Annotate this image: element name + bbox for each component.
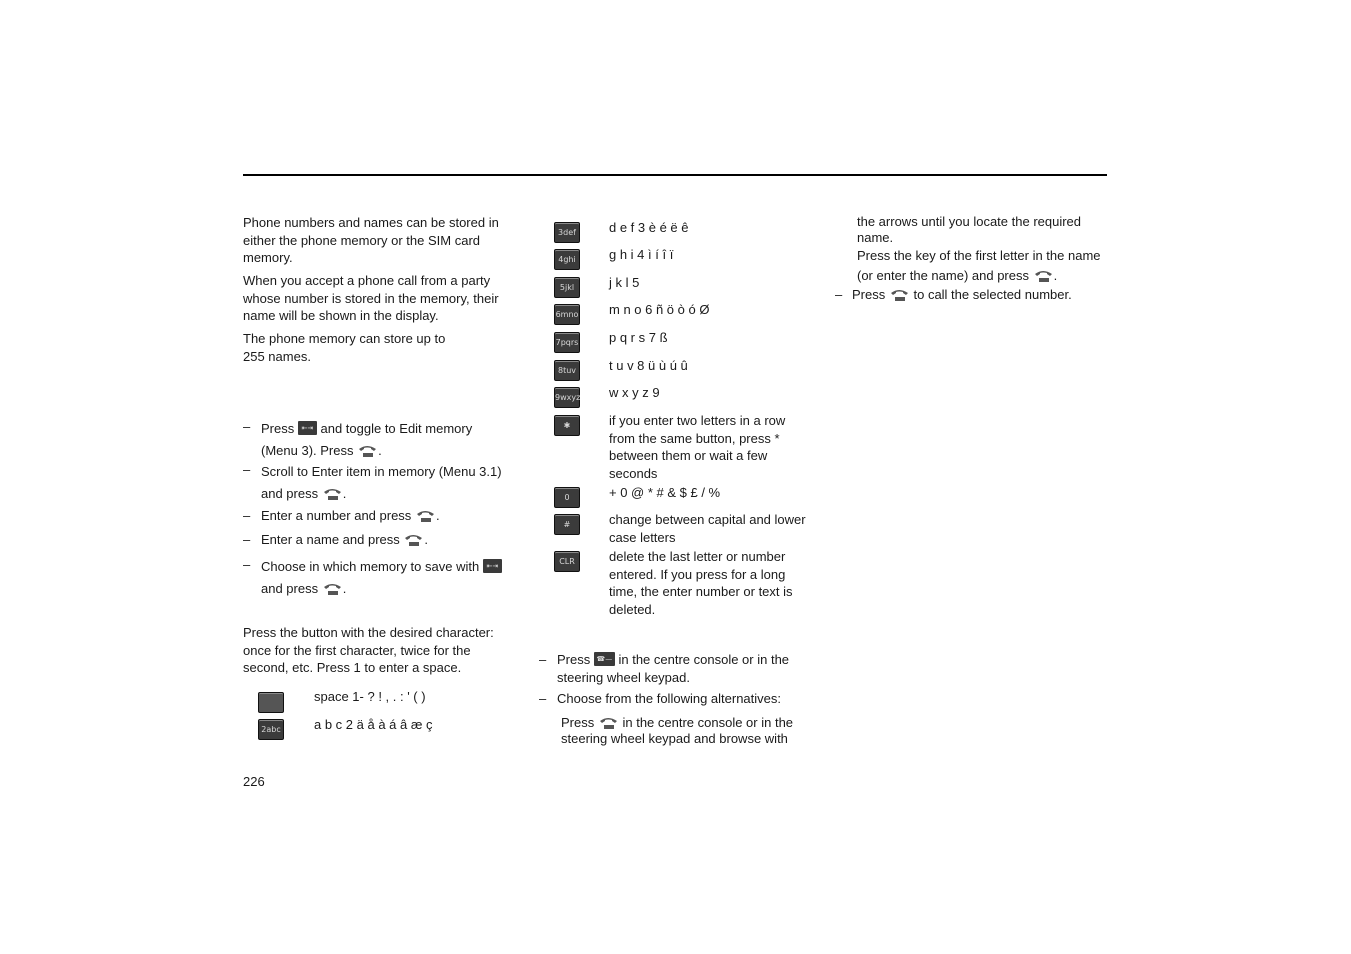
dash: –	[243, 532, 251, 547]
key-3-characters: d e f 3 è é ë ê	[609, 220, 689, 235]
key-3-icon: 3def	[554, 222, 580, 243]
caller-name-paragraph: When you accept a phone call from a party whose number is stored in the memory, their name will be shown in the display.	[243, 273, 499, 323]
phone-key-icon	[322, 487, 343, 501]
first-letter-instruction: Press the key of the first letter in the name (or enter the name) and press .	[857, 248, 1101, 283]
key-8-icon: 8tuv	[554, 360, 580, 381]
key-9-icon: 9wxyz	[554, 387, 580, 408]
key-6-characters: m n o 6 ñ ö ò ó Ø	[609, 302, 710, 317]
key-7-characters: p q r s 7 ß	[609, 330, 668, 345]
key-2-icon: 2abc	[258, 719, 284, 740]
phone-key-icon	[889, 288, 910, 302]
phone-key-icon	[1033, 269, 1054, 283]
capacity-paragraph: The phone memory can store up to 255 names.	[243, 331, 446, 364]
key-clear-description: delete the last letter or number entered. If you press for a long time, the enter number or text is deleted.	[609, 549, 793, 617]
key-4-icon: 4ghi	[554, 249, 580, 270]
menu-key-icon: ⇤⇥	[298, 421, 317, 435]
dash: –	[835, 287, 843, 302]
intro-paragraph: Phone numbers and names can be stored in either the phone memory or the SIM card memory.	[243, 215, 499, 265]
dash: –	[539, 691, 547, 706]
phone-button-icon: ☎—	[594, 652, 615, 666]
step-choose-alternative: – Choose from the following alternatives:	[539, 691, 782, 706]
dash: –	[539, 652, 547, 667]
dash: –	[243, 557, 251, 572]
key-6-icon: 6mno	[554, 304, 580, 325]
dash: –	[243, 419, 251, 434]
step-call-selected: – Press to call the selected number.	[835, 287, 1072, 302]
page-number: 226	[243, 774, 265, 789]
step-choose-memory: – Choose in which memory to save with ⇤⇥ and press .	[243, 556, 523, 600]
step-edit-memory: – Press ⇤⇥ and toggle to Edit memory (Menu 3). Press .	[243, 419, 473, 458]
key-1-icon	[258, 692, 284, 713]
header-rule	[243, 174, 1107, 176]
key-star-description: if you enter two letters in a row from the same button, press * between them or wait a few seconds	[609, 413, 786, 481]
step-scroll-enter-item: – Scroll to Enter item in memory (Menu 3.1) and press .	[243, 462, 502, 501]
key-5-icon: 5jkl	[554, 277, 580, 298]
dash: –	[243, 462, 251, 477]
key-9-characters: w x y z 9	[609, 385, 660, 400]
key-hash-icon: #	[554, 514, 580, 535]
phone-key-icon	[322, 582, 343, 596]
key-5-characters: j k l 5	[609, 275, 640, 290]
menu-key-icon: ⇤⇥	[483, 559, 502, 573]
character-entry-paragraph: Press the button with the desired character: once for the first character, twice for the second, etc. Press 1 to enter a space.	[243, 625, 494, 675]
key-8-characters: t u v 8 ü ù ú û	[609, 358, 688, 373]
key-hash-description: change between capital and lower case letters	[609, 512, 806, 545]
key-7-icon: 7pqrs	[554, 332, 580, 353]
browse-continuation: the arrows until you locate the required name.	[857, 214, 1082, 245]
key-1-characters: space 1- ? ! , . : ' ( )	[314, 689, 426, 704]
key-0-characters: + 0 @ * # & $ £ / %	[609, 485, 721, 500]
key-4-characters: g h i 4 ì í î ï	[609, 247, 674, 262]
step-enter-name: – Enter a name and press .	[243, 532, 428, 547]
phone-key-icon	[415, 509, 436, 523]
alternative-browse: Press in the centre console or in the steering wheel keypad and browse with	[561, 715, 794, 746]
phone-key-icon	[357, 444, 378, 458]
step-enter-number: – Enter a number and press .	[243, 508, 440, 523]
step-press-phone-button: – Press ☎— in the centre console or in the steering wheel keypad.	[539, 652, 790, 685]
key-2-characters: a b c 2 ä å à á â æ ç	[314, 717, 433, 732]
key-0-icon: 0	[554, 487, 580, 508]
dash: –	[243, 508, 251, 523]
phone-key-icon	[598, 716, 619, 730]
key-clear-icon: CLR	[554, 551, 580, 572]
phone-key-icon	[403, 533, 424, 547]
key-star-icon: ✱	[554, 415, 580, 436]
